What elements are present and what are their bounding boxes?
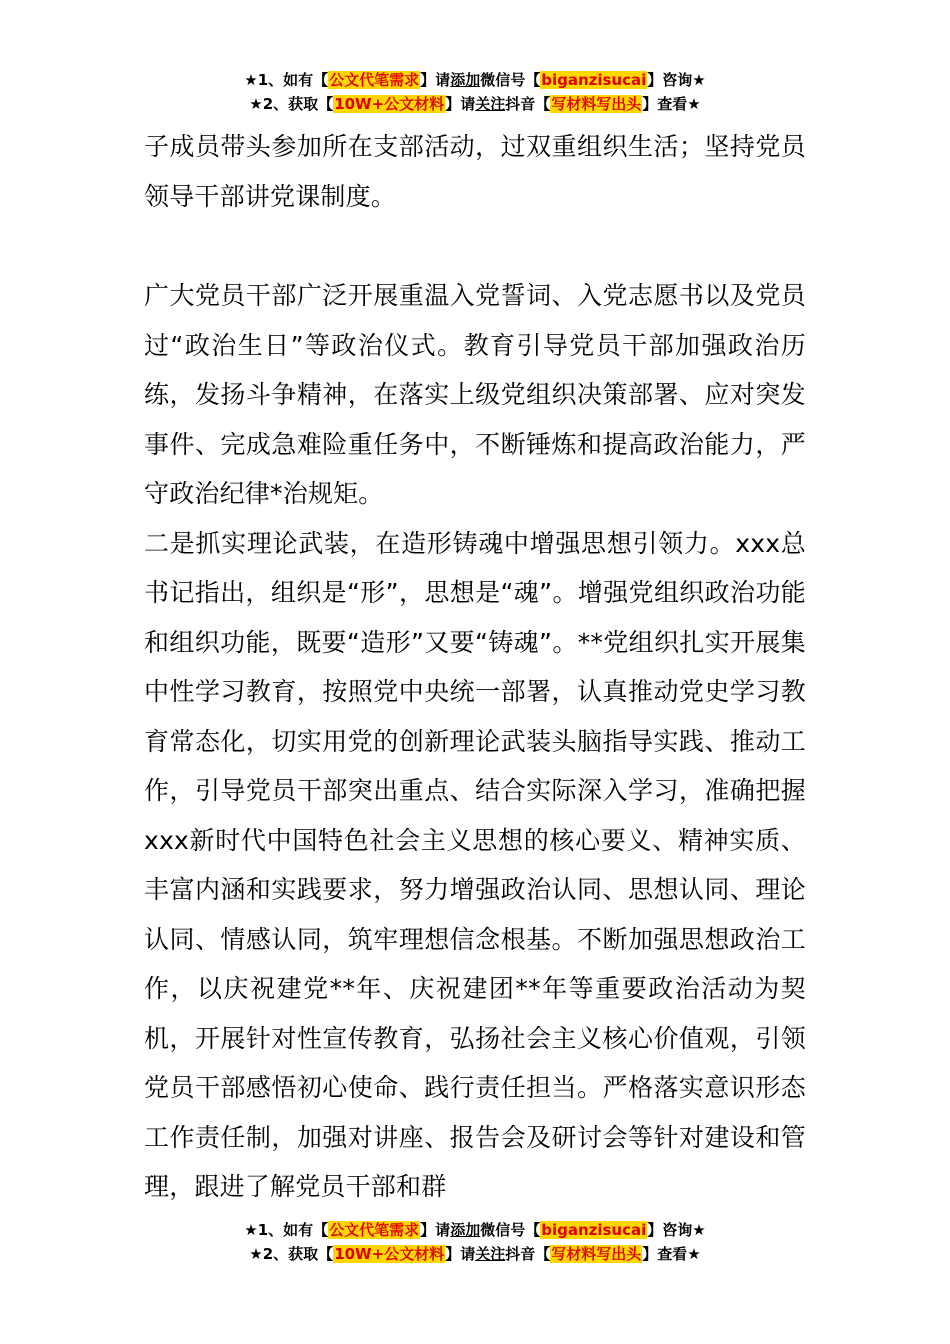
banner-text: 】请 xyxy=(445,95,476,113)
banner-highlight-materials: 10W+公文材料 xyxy=(334,1245,445,1263)
banner-highlight-douyin: 写材料写出头 xyxy=(551,95,642,113)
banner-line-2 xyxy=(0,1242,950,1266)
banner-text: ★1、如有【 xyxy=(244,71,329,89)
banner-text: 】请 xyxy=(445,1245,476,1263)
banner-highlight-wechat-id: biganzisucai xyxy=(541,71,647,89)
banner-text: ★2、获取【 xyxy=(249,1245,334,1263)
banner-text: 抖音【 xyxy=(505,95,551,113)
header-banner xyxy=(0,68,950,116)
paragraph-2: 广大党员干部广泛开展重温入党誓词、入党志愿书以及党员过“政治生日”等政治仪式。教育引导党员干部加强政治历练，发扬斗争精神，在落实上级党组织决策部署、应对突发事件、完成急难险重任务中，不断锤炼和提高政治能力，严守政治纪律*治规矩。 xyxy=(144,281,806,508)
banner-text: 】请 xyxy=(420,1221,451,1239)
banner-highlight-materials: 10W+公文材料 xyxy=(334,95,445,113)
banner-line-1 xyxy=(0,1218,950,1242)
paragraph-3: 二是抓实理论武装，在造形铸魂中增强思想引领力。xxx总书记指出，组织是“形”，思想是“魂”。增强党组织政治功能和组织功能，既要“造形”又要“铸魂”。**党组织扎实开展集中性学习教育，按照党中央统一部署，认真推动党史学习教育常态化，切实用党的创新理论武装头脑指导实践、推动工作，引导党员干部突出重点、结合实际深入学习，准确把握xxx新时代中国特色社会主义思想的核心要义、精神实质、丰富内涵和实践要求，努力增强政治认同、思想认同、理论认同、情感认同，筑牢理想信念根基。不断加强思想政治工作，以庆祝建党**年、庆祝建团**年等重要政治活动为契机，开展针对性宣传教育，弘扬社会主义核心价值观，引领党员干部感悟初心使命、践行责任担当。严格落实意识形态工作责任制，加强对讲座、报告会及研讨会等针对建设和管理，跟进了解党员干部和群 xyxy=(144,528,806,1201)
banner-underlined: 添加 xyxy=(450,71,481,89)
banner-text: 抖音【 xyxy=(505,1245,551,1263)
paragraph-1: 子成员带头参加所在支部活动，过双重组织生活；坚持党员领导干部讲党课制度。 xyxy=(144,132,806,211)
banner-highlight-service: 公文代笔需求 xyxy=(329,71,420,89)
paragraph-gap xyxy=(144,221,806,271)
banner-underlined: 关注 xyxy=(475,95,506,113)
banner-line-1 xyxy=(0,68,950,92)
banner-text: ★1、如有【 xyxy=(244,1221,329,1239)
banner-text: 】咨询★ xyxy=(647,1221,706,1239)
banner-highlight-wechat-id: biganzisucai xyxy=(541,1221,647,1239)
banner-underlined: 添加 xyxy=(450,1221,481,1239)
banner-text: 微信号【 xyxy=(480,71,541,89)
document-body xyxy=(144,122,806,1212)
banner-text: 】请 xyxy=(420,71,451,89)
banner-text: 】咨询★ xyxy=(647,71,706,89)
footer-banner xyxy=(0,1218,950,1266)
banner-highlight-douyin: 写材料写出头 xyxy=(551,1245,642,1263)
banner-text: 】查看★ xyxy=(642,1245,701,1263)
banner-line-2 xyxy=(0,92,950,116)
banner-text: 微信号【 xyxy=(480,1221,541,1239)
banner-underlined: 关注 xyxy=(475,1245,506,1263)
banner-highlight-service: 公文代笔需求 xyxy=(329,1221,420,1239)
banner-text: 】查看★ xyxy=(642,95,701,113)
banner-text: ★2、获取【 xyxy=(249,95,334,113)
